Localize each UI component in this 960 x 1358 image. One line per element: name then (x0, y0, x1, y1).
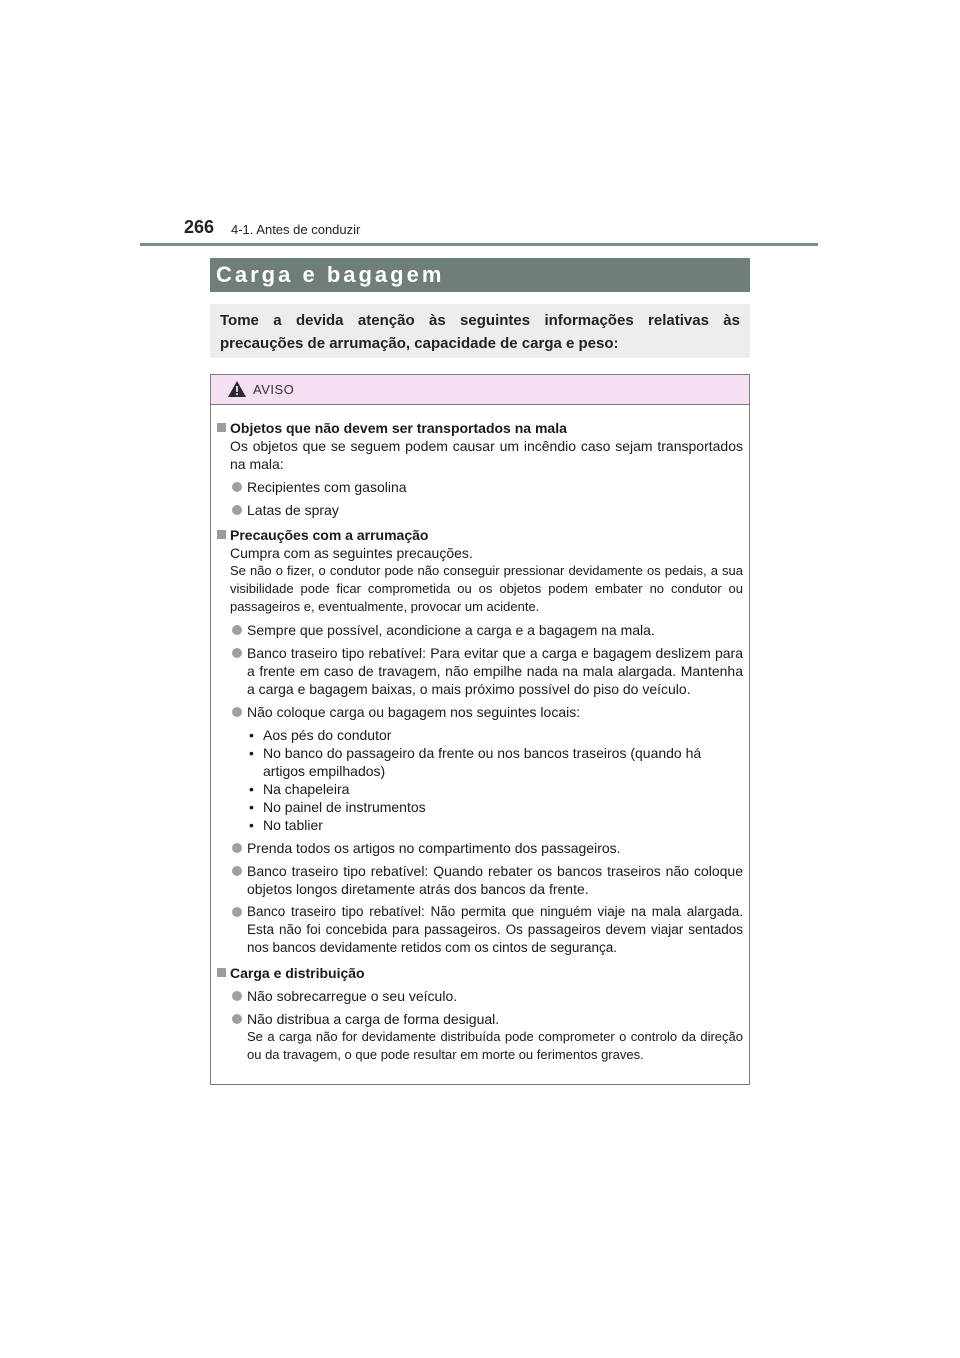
circle-bullet-icon (232, 707, 242, 717)
square-bullet-icon (217, 530, 226, 539)
page-header (140, 0, 818, 246)
page-title-bar (210, 258, 750, 292)
locations-list (217, 726, 743, 834)
list-item: Recipientes com gasolina (217, 478, 743, 496)
square-bullet-icon (217, 423, 226, 432)
section-heading: Precauções com a arrumação (217, 526, 743, 544)
section-heading: Carga e distribuição (217, 964, 743, 982)
section-heading: Objetos que não devem ser transportados na mala (217, 419, 743, 437)
intro-box: Tome a devida atenção às seguintes informações relativas às precauções de arrumação, capacidade de carga e peso: (210, 304, 750, 358)
circle-bullet-icon (232, 648, 242, 658)
circle-bullet-icon (232, 991, 242, 1001)
warning-body (211, 405, 749, 1064)
list-item: Sempre que possível, acondicione a carga e a bagagem na mala. (217, 621, 743, 639)
page-number: 266 (184, 217, 215, 237)
section-note: Se não o fizer, o condutor pode não conseguir pressionar devidamente os pedais, a sua visibilidade pode ficar comprometida ou os objetos podem embater no condutor ou passageiros e, eventualmente, provocar um acidente. (230, 563, 743, 614)
section-path: 4-1. Antes de conduzir (231, 222, 361, 237)
warning-icon (227, 380, 247, 398)
warning-label: AVISO (253, 382, 295, 397)
page-title: Carga e bagagem (216, 262, 445, 287)
list-item: Latas de spray (217, 501, 743, 519)
sub-list-item: • No painel de instrumentos (247, 798, 743, 816)
header-divider (140, 243, 818, 246)
sub-list-item: • No banco do passageiro da frente ou nos bancos traseiros (quando há artigos empilhados) (247, 744, 743, 780)
list-item: Não distribua a carga de forma desigual. Se a carga não for devidamente distribuída pode comprometer o controlo da direção ou da travagem, o que pode resultar em morte ou ferimentos graves. (217, 1010, 743, 1064)
list-item: Banco traseiro tipo rebatível: Para evitar que a carga e bagagem deslizem para a frente em caso de travagem, não empilhe nada na mala alargada. Mantenha a carga e bagagem baixas, o mais próximo possível do piso do veículo. (217, 644, 743, 698)
circle-bullet-icon (232, 625, 242, 635)
list-item: Não sobrecarregue o seu veículo. (217, 987, 743, 1005)
circle-bullet-icon (232, 505, 242, 515)
circle-bullet-icon (232, 866, 242, 876)
square-bullet-icon (217, 968, 226, 977)
section-text: Os objetos que se seguem podem causar um incêndio caso sejam transportados na mala: (230, 438, 743, 472)
warning-box (210, 374, 750, 1085)
sub-list-item: • Aos pés do condutor (247, 726, 743, 744)
circle-bullet-icon (232, 1014, 242, 1024)
list-item: Não coloque carga ou bagagem nos seguintes locais: (217, 703, 743, 721)
circle-bullet-icon (232, 907, 242, 917)
sub-list-item: • No tablier (247, 816, 743, 834)
section-text: Cumpra com as seguintes precauções. (230, 545, 473, 561)
circle-bullet-icon (232, 843, 242, 853)
list-item-note: Se a carga não for devidamente distribuída pode comprometer o controlo da direção ou da travagem, o que pode resultar em morte ou ferimentos graves. (247, 1029, 743, 1062)
warning-header (211, 375, 749, 405)
circle-bullet-icon (232, 482, 242, 492)
list-item: Banco traseiro tipo rebatível: Não permita que ninguém viaje na mala alargada. Esta não foi concebida para passageiros. Os passageiros devem viajar sentados nos bancos devidamente retidos com os cintos de segurança. (217, 903, 743, 957)
list-item: Prenda todos os artigos no compartimento dos passageiros. (217, 839, 743, 857)
list-item: Banco traseiro tipo rebatível: Quando rebater os bancos traseiros não coloque objetos longos diretamente atrás dos bancos da frente. (217, 862, 743, 898)
sub-list-item: • Na chapeleira (247, 780, 743, 798)
